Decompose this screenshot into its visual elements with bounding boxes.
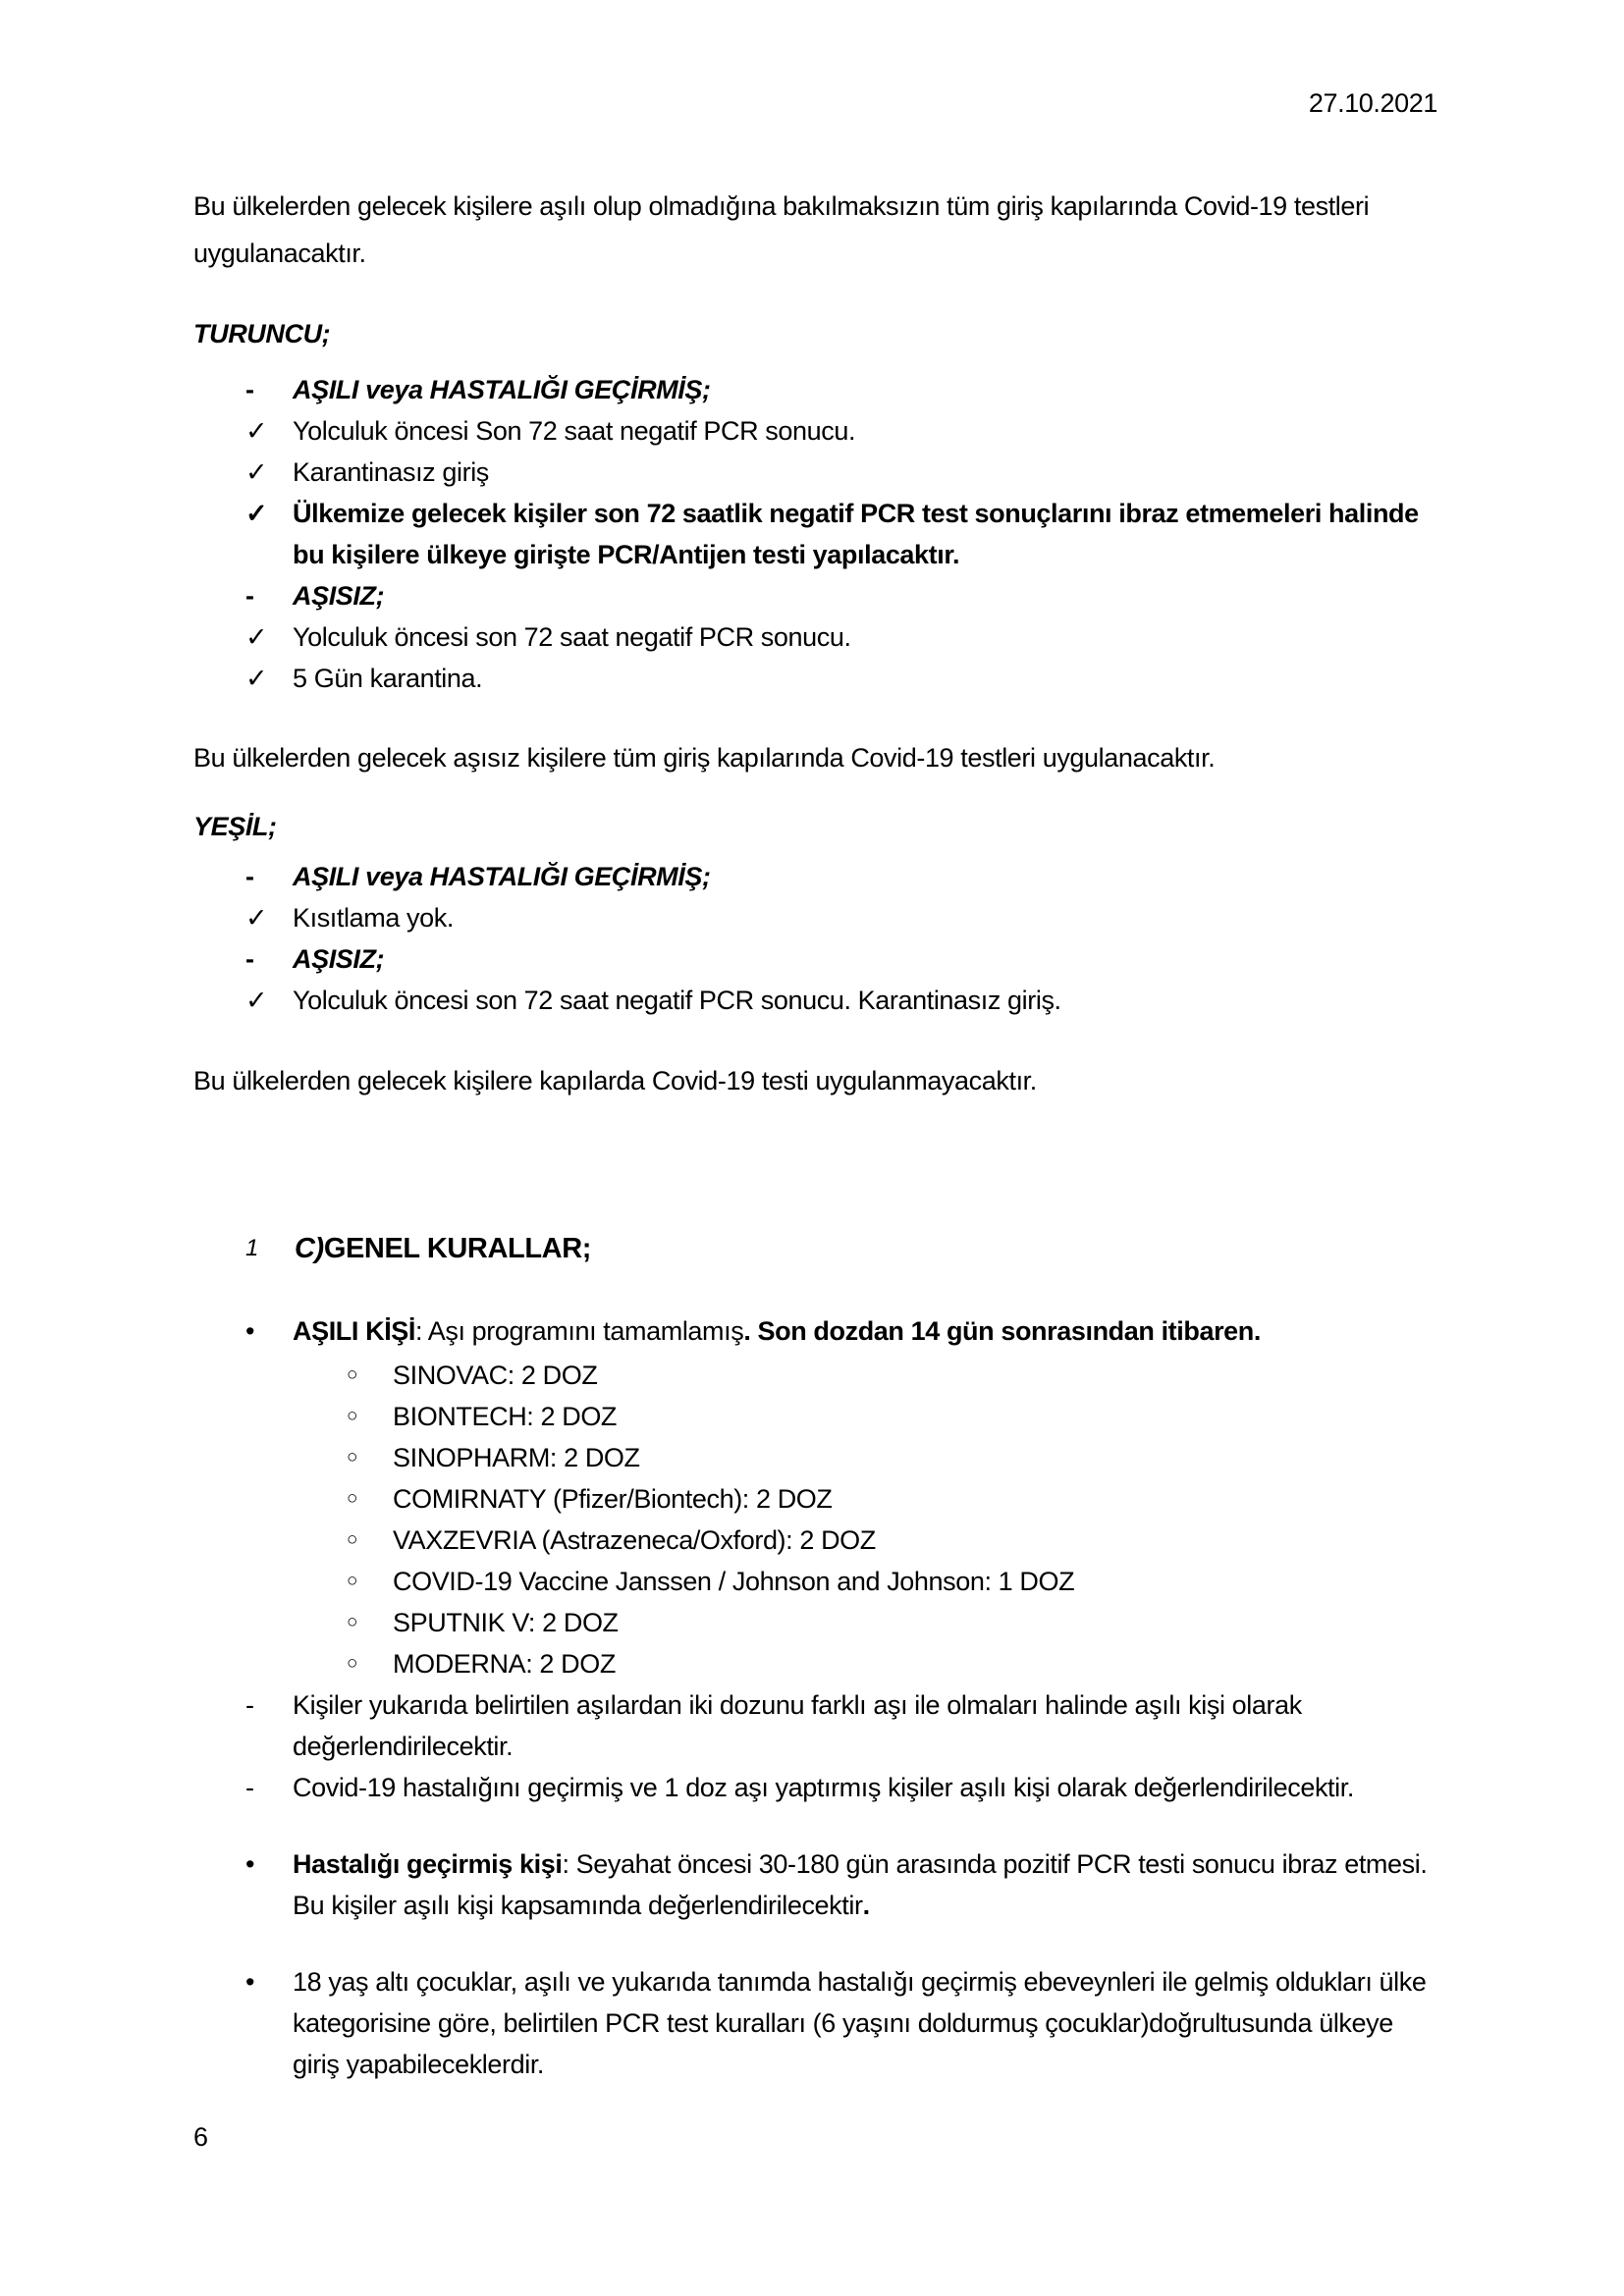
vaccine-list-item — [193, 1478, 1437, 1520]
check-icon: ✓ — [245, 986, 268, 1015]
bullet-icon: • — [245, 1967, 255, 1997]
page-number: 6 — [193, 2122, 208, 2152]
vaccine-list-item — [193, 1355, 1437, 1396]
bullet-icon: • — [245, 1316, 255, 1346]
recovered-person-desc-bold: . — [862, 1891, 870, 1920]
dash-icon: - — [245, 375, 254, 404]
list-item — [193, 616, 1437, 658]
circle-bullet-icon: ○ — [347, 1571, 358, 1591]
heading-number: 1 — [245, 1235, 258, 1261]
circle-bullet-icon: ○ — [347, 1529, 358, 1550]
list-item-label: AŞILI veya HASTALIĞI GEÇİRMİŞ; — [293, 862, 711, 891]
heading-prefix: C) — [295, 1233, 324, 1264]
vaccine-text: SPUTNIK V: 2 DOZ — [393, 1608, 619, 1637]
section-heading-turuncu: TURUNCU; — [193, 319, 331, 348]
circle-bullet-icon: ○ — [347, 1406, 358, 1426]
vaccine-text: SINOVAC: 2 DOZ — [393, 1361, 598, 1390]
dash-icon: - — [245, 862, 254, 891]
circle-bullet-icon: ○ — [347, 1364, 358, 1385]
note-item — [193, 1684, 1437, 1767]
vaccine-list-item — [193, 1437, 1437, 1478]
list-item — [193, 897, 1437, 938]
list-item-label: AŞILI veya HASTALIĞI GEÇİRMİŞ; — [293, 375, 711, 404]
recovered-person-label: Hastalığı geçirmiş kişi — [293, 1849, 563, 1879]
children-rule-item — [193, 1961, 1437, 2085]
dash-icon: - — [245, 1690, 254, 1720]
section-heading-yesil: YEŞİL; — [193, 812, 277, 841]
check-item-text: Ülkemize gelecek kişiler son 72 saatlik negatif PCR test sonuçlarını ibraz etmemeleri halinde bu kişilere ülkeye girişte PCR/Antijen testi yapılacaktır. — [293, 499, 1419, 569]
dash-icon: - — [245, 944, 254, 974]
vaccinated-person-item — [193, 1310, 1437, 1352]
vaccinated-person-label: AŞILI KİŞİ — [293, 1316, 416, 1346]
yesil-list — [193, 856, 1437, 1021]
list-item — [193, 452, 1437, 493]
general-rules-heading — [193, 1225, 1437, 1272]
list-item — [193, 369, 1437, 410]
vaccine-text: SINOPHARM: 2 DOZ — [393, 1443, 640, 1472]
list-item-label: AŞISIZ; — [293, 581, 385, 611]
bullet-icon: • — [245, 1849, 255, 1879]
note-item — [193, 1767, 1437, 1808]
vaccine-text: MODERNA: 2 DOZ — [393, 1649, 616, 1679]
intro-paragraph: Bu ülkelerden gelecek kişilere aşılı olup olmadığına bakılmaksızın tüm giriş kapılarında Covid-19 testleri uygulanacaktır. — [193, 191, 1370, 268]
vaccine-text: COVID-19 Vaccine Janssen / Johnson and Johnson: 1 DOZ — [393, 1567, 1075, 1596]
list-item — [193, 658, 1437, 699]
vaccine-list-item — [193, 1561, 1437, 1602]
turuncu-list — [193, 369, 1437, 699]
list-item — [193, 493, 1437, 575]
circle-bullet-icon: ○ — [347, 1488, 358, 1509]
vaccine-list-item — [193, 1520, 1437, 1561]
note-text: Covid-19 hastalığını geçirmiş ve 1 doz aşı yaptırmış kişiler aşılı kişi olarak değerlendirilecektir. — [293, 1773, 1354, 1802]
vaccine-list — [193, 1355, 1437, 1684]
list-item-label: AŞISIZ; — [293, 944, 385, 974]
vaccine-list-item — [193, 1396, 1437, 1437]
check-icon: ✓ — [245, 622, 268, 652]
turuncu-footer-paragraph: Bu ülkelerden gelecek aşısız kişilere tüm giriş kapılarında Covid-19 testleri uygulanacaktır. — [193, 743, 1216, 773]
check-item-text: 5 Gün karantina. — [293, 664, 483, 693]
vaccinated-person-desc: : Aşı programını tamamlamış — [415, 1316, 744, 1346]
vaccine-text: VAXZEVRIA (Astrazeneca/Oxford): 2 DOZ — [393, 1525, 876, 1555]
list-item — [193, 856, 1437, 897]
check-item-text: Kısıtlama yok. — [293, 903, 454, 933]
list-item — [193, 980, 1437, 1021]
circle-bullet-icon: ○ — [347, 1653, 358, 1674]
check-item-text: Yolculuk öncesi son 72 saat negatif PCR sonucu. — [293, 622, 851, 652]
dash-icon: - — [245, 1773, 254, 1802]
check-item-text: Yolculuk öncesi son 72 saat negatif PCR sonucu. Karantinasız giriş. — [293, 986, 1061, 1015]
children-rule-text: 18 yaş altı çocuklar, aşılı ve yukarıda tanımda hastalığı geçirmiş ebeveynleri ile gelmiş oldukları ülke kategorisine göre, belirtilen PCR test kuralları (6 yaşını doldurmuş çocuklar)doğrultusunda ülkeye giriş yapabileceklerdir. — [293, 1967, 1427, 2079]
document-date: 27.10.2021 — [1308, 88, 1437, 118]
dash-icon: - — [245, 581, 254, 611]
recovered-person-item — [193, 1843, 1437, 1926]
vaccine-text: COMIRNATY (Pfizer/Biontech): 2 DOZ — [393, 1484, 833, 1514]
recovered-person-desc: : Seyahat öncesi 30-180 gün arasında pozitif PCR testi sonucu ibraz etmesi. Bu kişiler aşılı kişi kapsamında değerlendirilecektir — [293, 1849, 1428, 1920]
list-item — [193, 575, 1437, 616]
vaccine-list-item — [193, 1602, 1437, 1643]
recovered-person-text — [293, 1843, 1437, 1926]
list-item — [193, 410, 1437, 452]
list-item — [193, 938, 1437, 980]
circle-bullet-icon: ○ — [347, 1447, 358, 1468]
vaccinated-person-text — [293, 1310, 1437, 1352]
vaccinated-person-desc-bold: . Son dozdan 14 gün sonrasından itibaren. — [743, 1316, 1261, 1346]
heading-title: GENEL KURALLAR; — [323, 1233, 591, 1264]
check-icon: ✓ — [245, 664, 268, 693]
vaccine-list-item — [193, 1643, 1437, 1684]
circle-bullet-icon: ○ — [347, 1612, 358, 1632]
check-icon: ✓ — [245, 499, 268, 528]
note-text: Kişiler yukarıda belirtilen aşılardan iki dozunu farklı aşı ile olmaları halinde aşılı kişi olarak değerlendirilecektir. — [293, 1690, 1302, 1761]
check-icon: ✓ — [245, 457, 268, 487]
yesil-footer-paragraph: Bu ülkelerden gelecek kişilere kapılarda Covid-19 testi uygulanmayacaktır. — [193, 1066, 1037, 1095]
check-item-text: Karantinasız giriş — [293, 457, 489, 487]
vaccine-text: BIONTECH: 2 DOZ — [393, 1402, 618, 1431]
check-icon: ✓ — [245, 416, 268, 446]
check-item-text: Yolculuk öncesi Son 72 saat negatif PCR sonucu. — [293, 416, 856, 446]
check-icon: ✓ — [245, 903, 268, 933]
